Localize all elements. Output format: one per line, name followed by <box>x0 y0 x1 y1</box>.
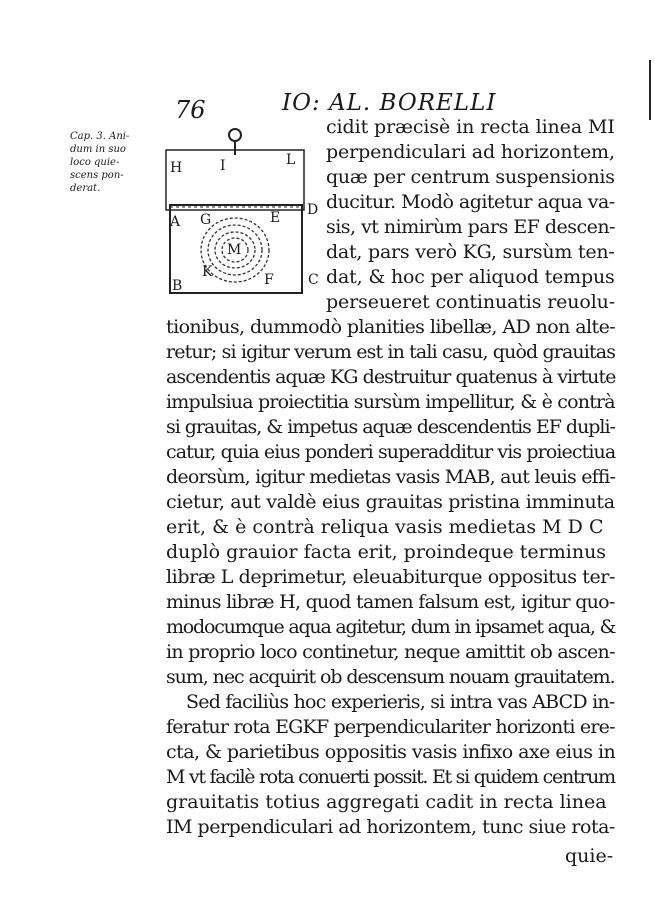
text-line: catur, quia eius ponderi superadditur vis proiectiua <box>166 441 616 463</box>
label-A: A <box>170 214 181 230</box>
text-line: cta, & parietibus oppositis vasis infixo axe eius in <box>166 741 616 763</box>
text-line: IM perpendiculari ad horizontem, tunc siue rota- <box>166 816 615 838</box>
text-line: cidit præcisè in recta linea MI <box>326 116 615 138</box>
label-C: C <box>308 272 319 288</box>
text-line: feratur rota EGKF perpendiculariter horizonti ere- <box>166 716 615 738</box>
page-number: 76 <box>175 96 206 124</box>
text-line: ascendentis aquæ KG destruitur quatenus à virtute <box>166 366 616 388</box>
text-line: libræ L deprimetur, eleuabiturque oppositus ter- <box>166 566 615 588</box>
text-line: quæ per centrum suspensionis <box>326 166 615 188</box>
text-line: perpendiculari ad horizontem, <box>326 141 615 163</box>
text-line: cietur, aut valdè eius grauitas pristina imminuta <box>166 491 615 513</box>
text-line: deorsùm, igitur medietas vasis MAB, aut leuis effi- <box>166 466 616 488</box>
label-E: E <box>270 210 281 226</box>
label-H: H <box>170 160 183 176</box>
label-I: I <box>220 158 226 174</box>
text-line: minus libræ H, quod tamen falsum est, igitur quo- <box>166 591 615 613</box>
text-line: grauitatis totius aggregati cadit in recta linea <box>166 791 607 813</box>
label-B: B <box>172 278 183 294</box>
text-line: modocumque aqua agitetur, dum in ipsamet aqua, & <box>166 616 616 638</box>
text-line: duplò grauior facta erit, proindeque terminus <box>166 541 607 563</box>
marginal-note-line: loco quie- <box>70 157 120 168</box>
text-line: perseueret continuatis reuolu- <box>326 291 616 313</box>
marginal-note-line: Cap. 3. Ani- <box>70 131 130 142</box>
marginal-note-line: derat. <box>70 183 101 194</box>
label-F: F <box>264 272 274 288</box>
text-line: retur; si igitur verum est in tali casu, quòd grauitas <box>166 341 616 363</box>
marginal-note-line: scens pon- <box>70 170 124 181</box>
text-line: ducitur. Modò agitetur aqua va- <box>326 191 615 213</box>
label-D: D <box>307 202 319 218</box>
label-M: M <box>227 242 242 258</box>
label-G: G <box>200 212 212 228</box>
label-K: K <box>202 264 213 280</box>
text-line: impulsiua proiectitia sursùm impellitur, & è contrà <box>166 391 615 413</box>
text-line: in proprio loco continetur, neque amittit ob ascen- <box>166 641 615 663</box>
text-line: dat, & hoc per aliquod tempus <box>326 266 615 288</box>
text-line: M vt facilè rota conuerti possit. Et si quidem centrum <box>166 766 615 788</box>
running-head: IO: AL. BORELLI <box>282 90 497 116</box>
text-line: sum, nec acquirit ob descensum nouam grauitatem. <box>166 666 615 688</box>
text-line: sis, vt nimirùm pars EF descen- <box>326 216 616 238</box>
text-line: dat, pars verò KG, sursùm ten- <box>326 241 615 263</box>
text-line: si grauitas, & impetus aquæ descendentis EF dupli- <box>166 416 615 438</box>
text-line: tionibus, dummodò planities libellæ, AD non alte- <box>166 316 616 338</box>
label-L: L <box>286 152 296 168</box>
text-line: erit, & è contrà reliqua vasis medietas M D C <box>166 516 604 538</box>
catchword: quie- <box>565 845 614 867</box>
text-line: Sed faciliùs hoc experieris, si intra vas ABCD in- <box>186 691 615 713</box>
marginal-note-line: dum in suo <box>70 144 126 155</box>
